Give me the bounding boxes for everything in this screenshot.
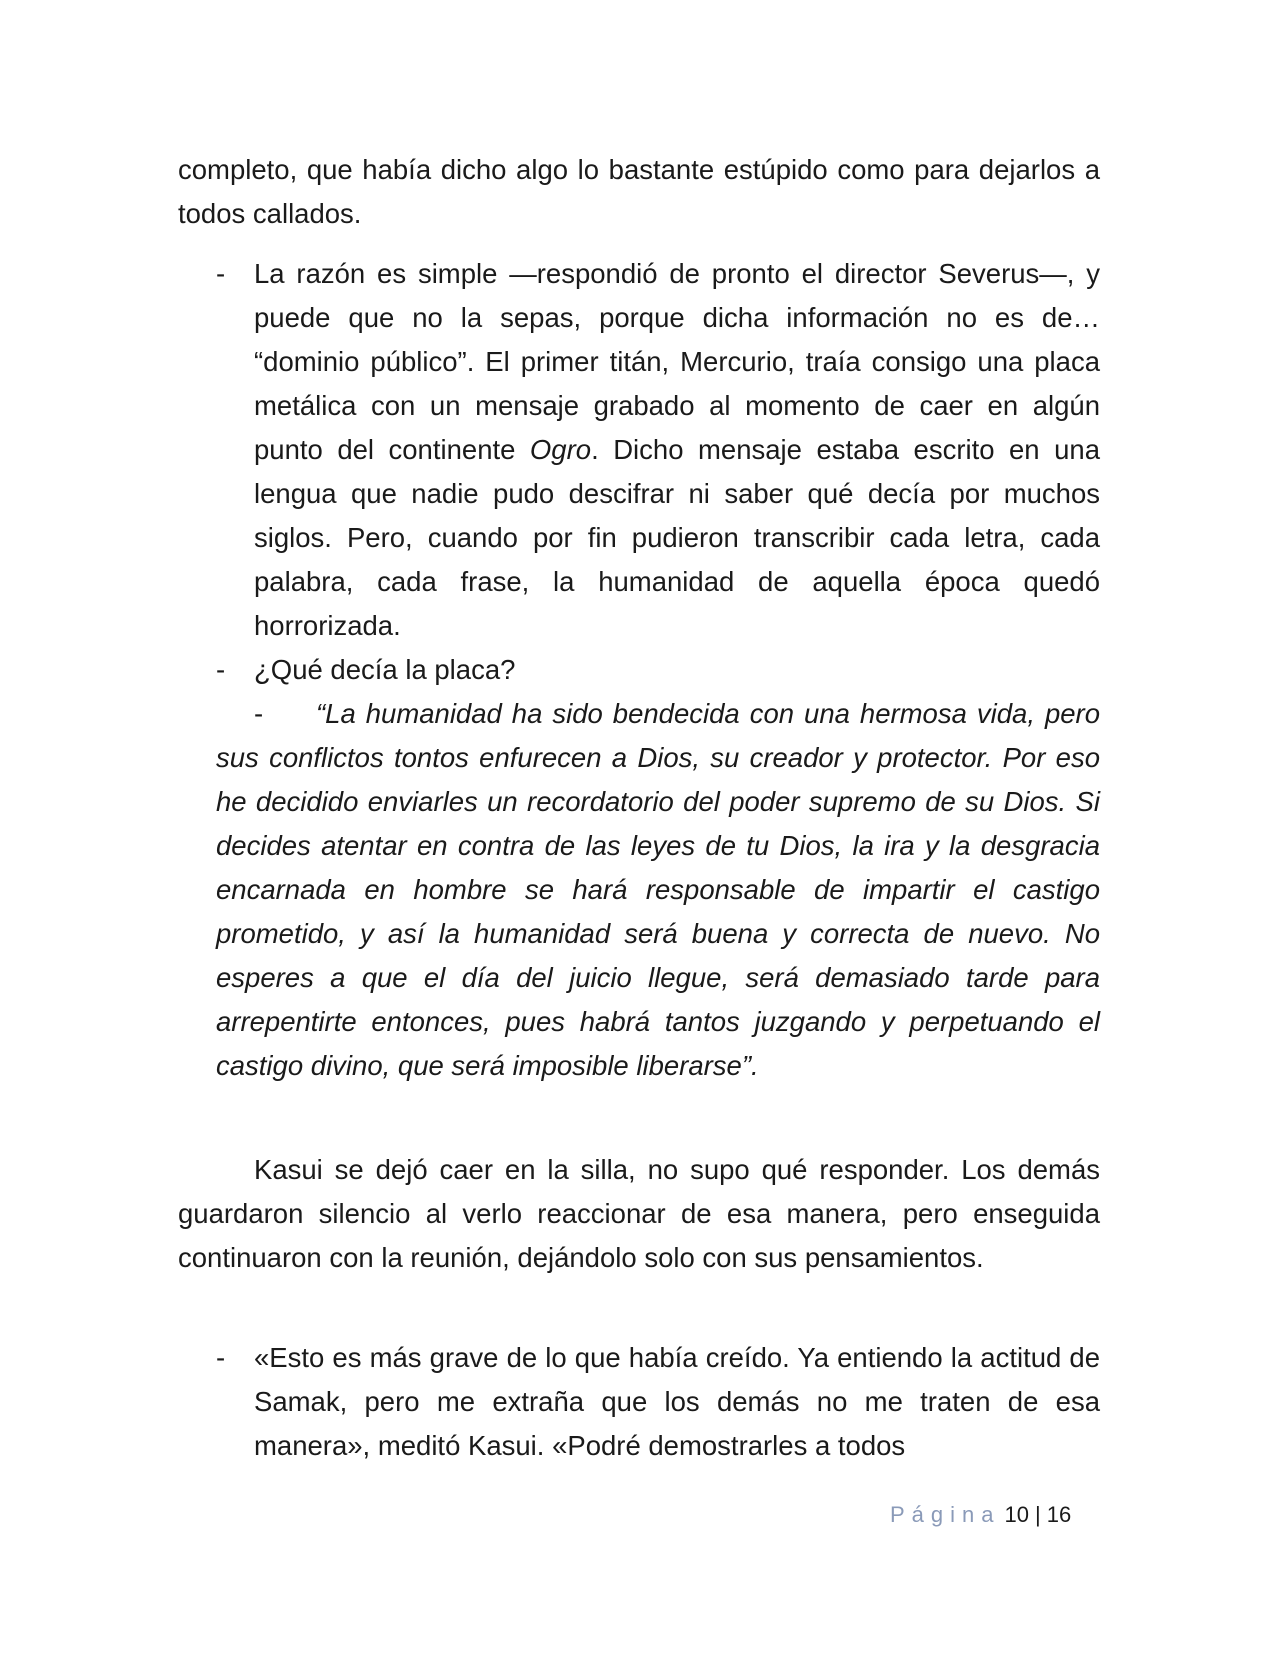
- plaque-quote: [216, 692, 1100, 1088]
- quote-dash: -: [254, 698, 264, 729]
- dialogue-text: ¿Qué decía la placa?: [254, 654, 516, 685]
- dialogue-dash: -: [216, 1342, 226, 1373]
- dialogue-kasui-thought: [178, 1336, 1100, 1468]
- dialogue-dash: -: [216, 258, 226, 289]
- paragraph-kasui: Kasui se dejó caer en la silla, no supo qué responder. Los demás guardaron silencio al verlo reaccionar de esa manera, pero enseguida continuaron con la reunión, dejándolo solo con sus pensamientos.: [178, 1154, 1100, 1273]
- dialogue-line: [178, 1336, 1100, 1468]
- total-pages-number: 16: [1046, 1502, 1072, 1527]
- dialogue-italic-word: Ogro: [529, 434, 592, 465]
- paragraph-opening: completo, que había dicho algo lo bastante estúpido como para dejarlos a todos callados.: [178, 154, 1100, 229]
- dialogue-text: «Esto es más grave de lo que había creído. Ya entiendo la actitud de Samak, pero me extraña que los demás no me traten de esa manera», meditó Kasui. «Podré demostrarles a todos: [254, 1342, 1100, 1461]
- dialogue-question: [178, 648, 1100, 692]
- dialogue-severus: [178, 252, 1100, 648]
- page-separator: |: [1035, 1502, 1041, 1527]
- page-footer: [890, 1500, 1071, 1530]
- dialogue-text-after: . Dicho mensaje estaba escrito en una lengua que nadie pudo descifrar ni saber qué decía por muchos siglos. Pero, cuando por fin pudieron transcribir cada letra, cada palabra, cada frase, la humanidad de aquella época quedó horrorizada.: [254, 434, 1100, 641]
- current-page-number: 10: [1004, 1502, 1029, 1527]
- quote-text: “La humanidad ha sido bendecida con una hermosa vida, pero sus conflictos tontos enfurecen a Dios, su creador y protector. Por eso he decidido enviarles un recordatorio del poder supremo de su Dios. Si decides atentar en contra de las leyes de tu Dios, la ira y la desgracia encarnada en hombre se hará responsable de impartir el castigo prometido, y así la humanidad será buena y correcta de nuevo. No esperes a que el día del juicio llegue, será demasiado tarde para arrepentirte entonces, pues habrá tantos juzgando y perpetuando el castigo divino, que será imposible liberarse”.: [216, 698, 1100, 1081]
- dialogue-text-before: La razón es simple —respondió de pronto el director Severus—, y puede que no la sepas, porque dicha información no es de… “dominio público”. El primer titán, Mercurio, traía consigo una placa metálica con un mensaje grabado al momento de caer en algún punto del continente: [254, 258, 1100, 465]
- page-label: Página: [890, 1502, 1001, 1527]
- dialogue-line: [178, 648, 1100, 692]
- dialogue-dash: -: [216, 654, 226, 685]
- dialogue-line: [178, 252, 1100, 648]
